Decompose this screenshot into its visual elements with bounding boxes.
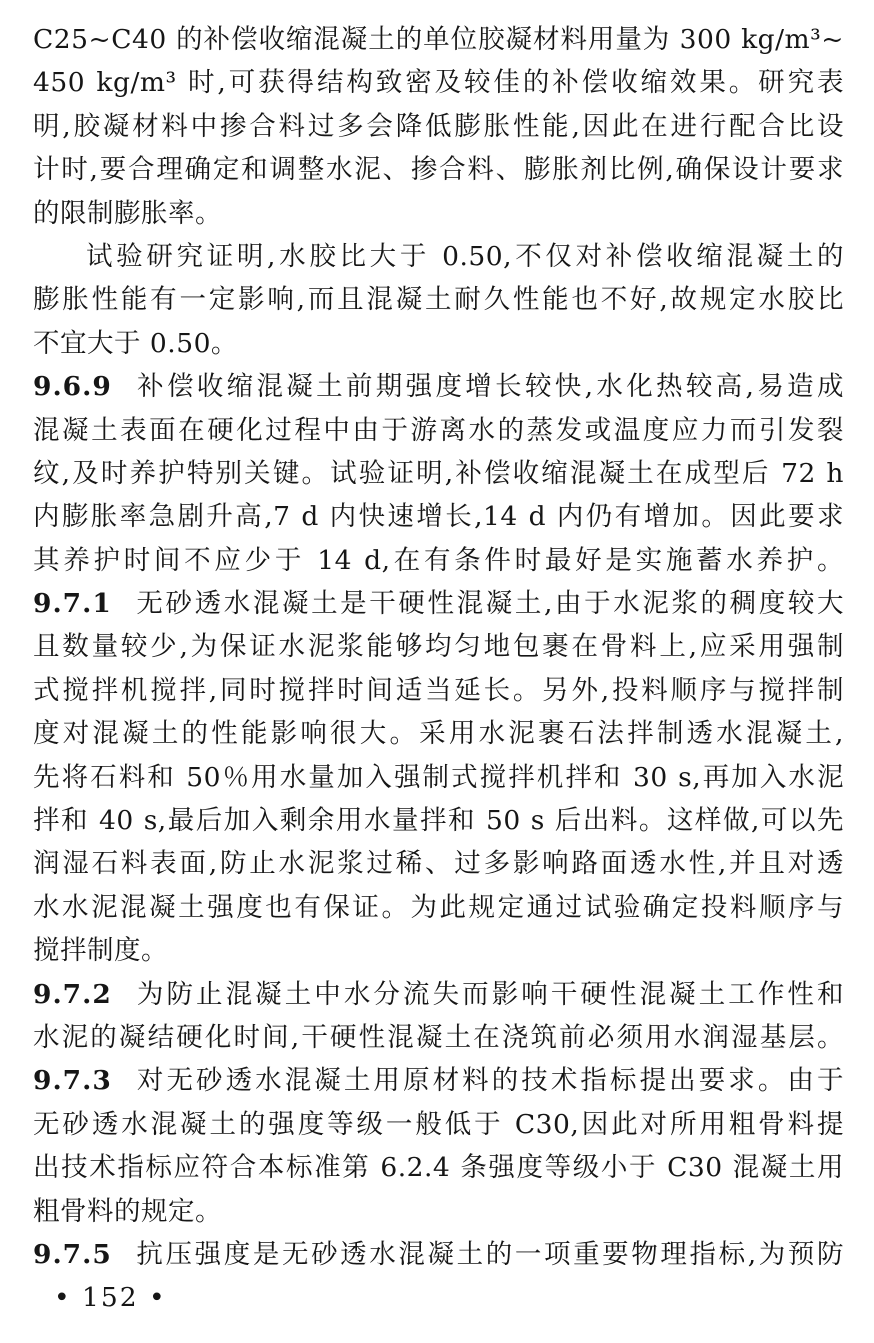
section-line xyxy=(33,973,844,1016)
section-line xyxy=(33,1059,844,1102)
text-line xyxy=(33,1103,844,1146)
text-line xyxy=(33,192,844,235)
line-text: 粗骨料的规定。 xyxy=(33,1195,222,1227)
line-text: 水水泥混凝土强度也有保证。为此规定通过试验确定投料顺序与 xyxy=(33,891,844,923)
text-line xyxy=(33,756,844,799)
section-number: 9.7.5 xyxy=(33,1238,112,1270)
line-text: 无砂透水混凝土是干硬性混凝土,由于水泥浆的稠度较大 xyxy=(134,588,844,620)
line-text: 式搅拌机搅拌,同时搅拌时间适当延长。另外,投料顺序与搅拌制 xyxy=(33,674,844,706)
line-text: 润湿石料表面,防止水泥浆过稀、过多影响路面透水性,并且对透 xyxy=(33,848,844,880)
line-text: 度对混凝土的性能影响很大。采用水泥裹石法拌制透水混凝土, xyxy=(33,718,844,750)
line-text: 搅拌制度。 xyxy=(33,935,168,967)
text-line xyxy=(33,799,844,842)
text-line xyxy=(33,409,844,452)
text-line xyxy=(33,61,844,104)
text-line xyxy=(33,929,844,972)
line-text: 先将石料和 50％用水量加入强制式搅拌机拌和 30 s,再加入水泥 xyxy=(33,761,844,793)
line-text: 不宜大于 0.50。 xyxy=(33,327,238,359)
text-line xyxy=(33,495,844,538)
line-text: 拌和 40 s,最后加入剩余用水量拌和 50 s 后出料。这样做,可以先 xyxy=(33,805,844,837)
text-line xyxy=(33,235,844,278)
line-text: 计时,要合理确定和调整水泥、掺合料、膨胀剂比例,确保设计要求 xyxy=(33,154,844,186)
text-line xyxy=(33,539,844,582)
section-line xyxy=(33,1233,844,1276)
text-line xyxy=(33,322,844,365)
text-line xyxy=(33,842,844,885)
line-text: 补偿收缩混凝土前期强度增长较快,水化热较高,易造成 xyxy=(134,371,844,403)
section-number: 9.7.3 xyxy=(33,1065,112,1097)
section-number: 9.7.1 xyxy=(33,588,112,620)
text-line xyxy=(33,278,844,321)
text-line xyxy=(33,105,844,148)
text-line xyxy=(33,148,844,191)
line-text: 水泥的凝结硬化时间,干硬性混凝土在浇筑前必须用水润湿基层。 xyxy=(33,1021,844,1053)
section-line xyxy=(33,365,844,408)
line-text: 内膨胀率急剧升高,7 d 内快速增长,14 d 内仍有增加。因此要求 xyxy=(33,501,844,533)
page-number: • 152 • xyxy=(54,1282,167,1314)
line-text: C25~C40 的补偿收缩混凝土的单位胶凝材料用量为 300 kg/m³~ xyxy=(33,24,844,55)
text-line xyxy=(33,452,844,495)
text-line xyxy=(33,669,844,712)
line-text: 为防止混凝土中水分流失而影响干硬性混凝土工作性和 xyxy=(134,978,844,1010)
text-line xyxy=(33,886,844,929)
line-text: 明,胶凝材料中掺合料过多会降低膨胀性能,因此在进行配合比设 xyxy=(33,110,844,142)
section-number: 9.6.9 xyxy=(33,371,112,403)
line-text: 膨胀性能有一定影响,而且混凝土耐久性能也不好,故规定水胶比 xyxy=(33,284,844,316)
text-line xyxy=(33,18,844,61)
line-text: 纹,及时养护特别关键。试验证明,补偿收缩混凝土在成型后 72 h xyxy=(33,457,844,489)
line-text: 其养护时间不应少于 14 d,在有条件时最好是实施蓄水养护。 xyxy=(33,544,844,576)
text-line xyxy=(33,712,844,755)
text-line xyxy=(33,1146,844,1189)
line-text: 混凝土表面在硬化过程中由于游离水的蒸发或温度应力而引发裂 xyxy=(33,414,844,446)
text-line xyxy=(33,1016,844,1059)
section-number: 9.7.2 xyxy=(33,978,112,1010)
text-line xyxy=(33,1190,844,1233)
line-text: 试验研究证明,水胶比大于 0.50,不仅对补偿收缩混凝土的 xyxy=(86,240,844,272)
line-text: 450 kg/m³ 时,可获得结构致密及较佳的补偿收缩效果。研究表 xyxy=(33,67,844,99)
line-text: 且数量较少,为保证水泥浆能够均匀地包裹在骨料上,应采用强制 xyxy=(33,631,844,663)
line-text: 对无砂透水混凝土用原材料的技术指标提出要求。由于 xyxy=(134,1065,844,1097)
line-text: 的限制膨胀率。 xyxy=(33,197,222,229)
section-line xyxy=(33,582,844,625)
text-block xyxy=(33,18,844,1320)
text-line xyxy=(33,625,844,668)
line-text: 抗压强度是无砂透水混凝土的一项重要物理指标,为预防 xyxy=(134,1238,844,1270)
line-text: 出技术指标应符合本标准第 6.2.4 条强度等级小于 C30 混凝土用 xyxy=(33,1152,844,1184)
line-text: 无砂透水混凝土的强度等级一般低于 C30,因此对所用粗骨料提 xyxy=(33,1108,844,1140)
